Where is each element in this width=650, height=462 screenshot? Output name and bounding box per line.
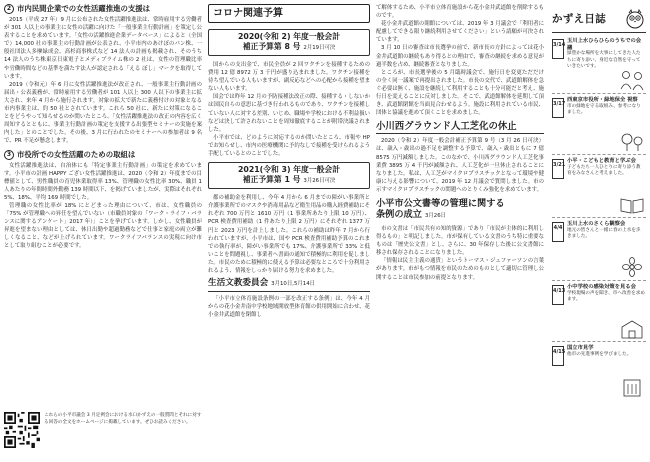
vote-date: 3月26日可決	[303, 178, 336, 185]
diary-date: 4/13	[552, 285, 564, 305]
section-title: 市内民間企業での女性活躍推進の支援は	[17, 4, 151, 13]
diary-entry	[552, 281, 646, 342]
diary-text: 学校現場の声を聞き、市へ改善を求めます。	[567, 290, 645, 302]
meeting-date: 3月10日,5月14日	[271, 281, 316, 288]
diary-entry	[552, 218, 646, 281]
vote-date: 2月19日可決	[303, 45, 336, 51]
section-number-badge: 2	[4, 4, 14, 14]
paragraph: 小平市では、どのように対応するのか問いたところ、市報や HP でお知らせし、市内の医療機関に予約なしで接種を受けられるよう手配しているとのことでした。	[208, 134, 370, 158]
vote-date: 3月26日	[424, 212, 447, 219]
diary-date: 4/15	[552, 346, 564, 366]
committee-heading	[208, 278, 370, 292]
paragraph: 管理職の女性比率が 18% にとどまった理由について、市は、女性職員の「75% が管理職への昇任を望んでいない（市職員対象の「ワーク・ライフ・バランスに関するアンケート」2017 年）」ことを挙げています。しかし、女性職員が昇進を望まない理由としては、休日出勤や超過勤務などで仕事と家庭の両立が難しくなること、などが上げられています。ワークライフバランスの実現に向け市として取り組むことが必要です。	[4, 202, 202, 250]
tree-sketch-icon	[619, 132, 645, 152]
school-sketch-icon	[619, 319, 645, 339]
book-sketch-icon	[619, 195, 645, 215]
paragraph: 市の文書は「市民共有の知的資源」であり「市民が主体的に利用し得るもの」と明記しました。市が保有している文書のうち特に重要なものは「歴史公文書」とし、さらに、30 年保存した後に公文書館に移され保存されることになりました。	[376, 225, 544, 257]
budget-title: 2021(令和 3) 年度一般会計	[237, 165, 341, 175]
diary-entry	[552, 342, 646, 400]
diary-entry	[552, 35, 646, 94]
qr-caption: これらの小平市議会 3 月定例会における水口かずえの一般質問とそれに対する回答の全文をホームページに掲載しています。ぜひお読みください。	[44, 413, 202, 425]
diary-title: かずえ日誌	[552, 12, 606, 25]
budget-heading-box	[208, 162, 370, 189]
budget-subtitle: 補正予算第 1 号	[242, 175, 301, 185]
diary-date: 3/21	[552, 159, 564, 179]
diary-lead: 玉川上水ひらひらのうちでの会議	[567, 38, 642, 51]
cherry-blossom-icon	[619, 256, 645, 278]
section-title: 市役所での女性活躍のための取組は	[17, 149, 136, 159]
column-women-activity	[4, 4, 202, 456]
section-title: 生活文教委員会	[208, 278, 269, 289]
building-sketch-icon	[619, 376, 645, 398]
diary-lead: 玉川上水のさくら観察会	[567, 221, 626, 227]
section-heading-private-sector	[4, 4, 202, 14]
owl-icon	[624, 7, 646, 29]
diary-entry	[552, 94, 646, 155]
paragraph: 2020（令和 2）年度一般会計補正予算第 9 号（3 月 26 日可決）は、歳入・歳出の過不足を調整する予算で、歳入・歳出ともに 7 億 8575 万円減額しました。このなかで、小川西グラウンド人工芝化事業費 3895 万 4 千円が減額され、人工芝化が一旦休止されることになりました。私は、人工芝がマイクロプラスチックとなって環境や健康に与える影響について、2019 年 12 月議会で質問しました。市の示すマイクロプラスチックの問題へのとりくみ強化を求めています。	[376, 138, 544, 193]
banner-title: コロナ関連予算	[208, 4, 370, 23]
diary-date: 3/14	[552, 39, 564, 59]
section-title-cont: 条例の成立	[376, 208, 422, 220]
paragraph: 2019（令和元）年 6 月に女性活躍推進法が改正され、一般事業主行動計画の届出・公表義務が、常時雇用する労働者が 101 人以上 300 人以下の事業主に拡大され、来年 4 月から施行されます。対象の拡大で新たに義務付けの対象となる市内事業主は、約 50 社とされています。これら 50 社に、新たに対策になることをどうやって知らせるのか問いたところ、「女性活躍推進法の改正の内容を広く周知するとともに、事業主行動計画の策定を支援する出張型セミナーの実施を案内した」とのことでした。その後、3 月に行われたのセミナーへの参加者は 9 名で、PR 不足が懸念します。	[4, 81, 202, 145]
paragraph: 国会では昨年 12 月の予防接種法改正の際、接種する・しないかは国民自らの意思に基づき行われるものであり、ワクチンを接種していない人に対する差別、いじめ、職場や学校における不利益扱いなどは決して許されないことを周知徹底することが附帯決議されました。	[208, 94, 370, 133]
qr-notice	[4, 412, 202, 456]
section-heading-archives	[376, 198, 544, 222]
paragraph: ところが、市長選挙後の 5 月臨時議会で、施行日を変更ただだけの全く同一議案で再提出されました。市長の交代で、武道館解体を急ぐ必要は無く、施設を継続して利用することも十分可能だと考え、施行日を変えることに反対しました。そこで、武道館解体を延期して頂き、武道館閉館を当面見合わせるよう。施設に利用されている市民、団体と協議を進めて頂くことを求めました。	[376, 69, 544, 117]
people-sketch-icon	[619, 69, 645, 91]
diary-date: 3/17	[552, 98, 564, 118]
budget-title: 2020(令和 2) 年度一般会計	[237, 32, 341, 41]
column-continued	[376, 4, 544, 456]
diary-header	[552, 4, 646, 33]
diary-text: 他市の先進事例を学びました。	[567, 351, 632, 357]
paragraph: 3 月 10 日の審査は市長選挙の前で、新市長の方針によっては花小金井武道館の継続もあり得るとの理由で、審査の継続を求める意見が過半数を占め、継続審査となりました。	[376, 45, 544, 68]
section-number-badge: 3	[4, 150, 14, 160]
paragraph: 国からの支出金で、市民全員が 2 回ワクチンを接種するための費用 12 億 8972 万 3 千円が盛り込まれました。ワクチン接種を待ち望んでいる人もいますが、副反応などへの心配から接種を望まない人もいます。	[208, 62, 370, 93]
paragraph: 2015（平成 27 年）9 月に公布された女性活躍推進法は、常時雇用する労働者が 301 人以上の事業主に女性の活躍に向けた「一般事業主行動計画」を策定し公表することを求めています。「女性の活躍推進企業データベース」によると（全国で）14,000 社の事業主の行動計画が公表され、小平市内のあけぼのパン株、一般社団法人多摩緑成会、高杉商事株式など 14 法人の計画も掲載され、そのうち 14 法人のうち株東京日東電子とメディブライム株の 2 社は、女性の管理職比率や労働時間などの基準を満たす法人が認定される「える ぼし」マークを取得しています。	[4, 17, 202, 80]
paragraph: 「情報は民主主義の通貨」というトーマス・ジェファーソンの言葉があります。市がもつ情報を市民のためのものとして適切に管理し公開することは市民参加の前提となります。	[376, 258, 544, 281]
diary-text: 緑豊かな場所を大事にしてきた人たちに寄り添い、身近な自然を守っていきたいです。	[567, 51, 641, 69]
section-heading-turf: 小川西グラウンド人工芝化の休止	[376, 121, 544, 134]
section-title: 小平市公文書等の管理に関する	[376, 197, 505, 209]
paragraph: 花小金井武道館の閉館については、2019 年 3 月議会で「利用者に配慮してできる限り継続利用させてください」という請願が可決されています。	[376, 21, 544, 44]
qr-code-icon[interactable]	[4, 412, 40, 448]
paragraph: 「小平市立体育施設条例の一部を改正する条例」は、今年 4 月からの花小金井南中学校地域開放型体育館の供用開始に合わせ、花小金井武道館を閉館し	[208, 296, 370, 319]
paragraph: 女性活躍推進法は、自治体にも「特定事業主行動計画」の策定を求めています。小平市の計画 HAPPY ござい女性活躍推進は、2020（令和 2）年度までの目標値として、男性職員の育児休業取得率 13%、管理職の女性比率 30%、職員 1 人あたりの年間時間外勤務 139 時間以下、を掲げていましたが、実際はそれぞれ 5%、18%、平均 169 時間でした。	[4, 162, 202, 201]
diary-entry	[552, 155, 646, 218]
column-diary	[552, 4, 646, 458]
diary-lead: 国立市見学	[567, 345, 594, 351]
section-heading-city-hall	[4, 150, 202, 160]
diary-text: 地元の皆さんと一緒に春の上水を歩きました。	[567, 227, 641, 239]
diary-lead: 小中学校の感染対策を見る会	[567, 284, 636, 290]
diary-lead: 小平・こどもと教育と学ぶ会	[567, 158, 636, 164]
budget-subtitle: 補正予算第 8 号	[242, 42, 301, 51]
diary-date: 4/4	[552, 222, 564, 242]
column-corona-budget	[208, 4, 370, 456]
paragraph: 都の補助金を利用し、今年 4 月から 6 月までの障がい事業所と介護事業所でのマスクや消毒用品など衛生用品の購入経費補助にそれぞれ 700 万円と 1610 万円（1 事業所あたり上限 10 万円）、PCR 検査費用補助（1 件あたり上限 2 万円）にそれぞれ 1377 万円と 2023 万円を計上しました。これらの補助は昨年 7 月から行われていますが、小平市は、国や PCR 検査費用補助予算のこれまでの執行率が、障がい事業所でも 17%、介護事業所で 33% と低いことを問題視し、事業者へ書面の通知で積極的に利用を促しました。市民のために積極的に使える予算は必要なところで十分利用されるよう、情報をしっかり届ける努力を求めました。	[208, 195, 370, 274]
budget-heading-box	[208, 29, 370, 56]
paragraph: て解体するため、小平市立体育施設から花小金井武道館を削除するものです。	[376, 5, 544, 20]
diary-text: 子どもたち一人ひとりに寄り添う教育をみなさんと考えました。	[567, 164, 641, 176]
diary-lead: 西東京市役所・緑地保全 視察	[567, 97, 638, 103]
diary-text: 市の緑地を守る取組み、参考になりました。	[567, 103, 641, 115]
